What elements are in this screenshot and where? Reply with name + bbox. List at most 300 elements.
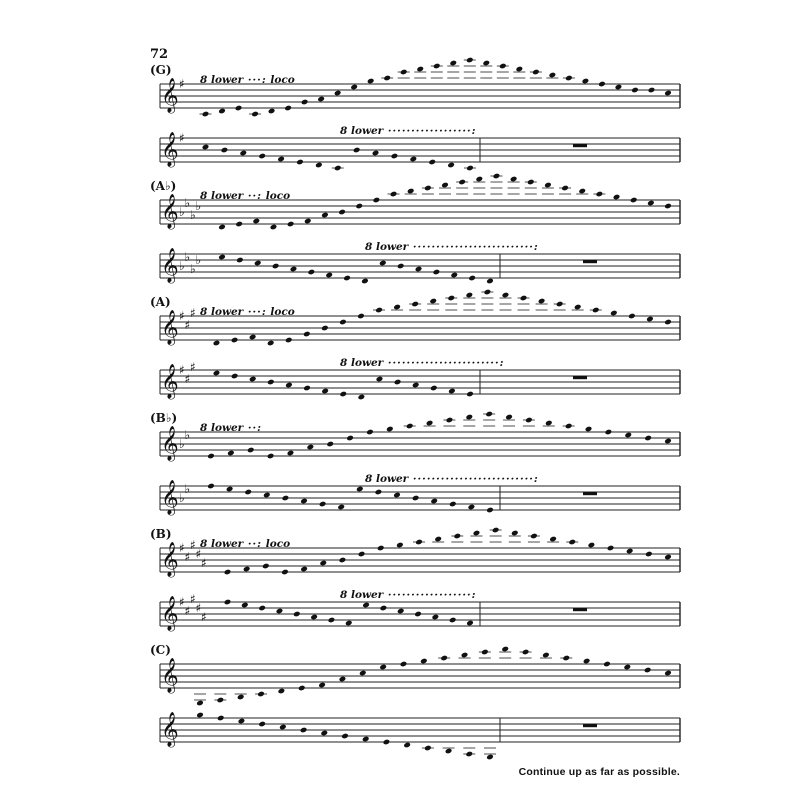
- treble-clef-icon: 𝄞: [161, 542, 179, 577]
- whole-rest-icon: [583, 492, 597, 495]
- note-head: [278, 688, 286, 695]
- note-head: [476, 176, 484, 183]
- staff-descending: [160, 712, 680, 761]
- staff-descending: [160, 480, 680, 516]
- note-head: [375, 307, 383, 314]
- note-head: [499, 63, 507, 70]
- note-head: [285, 382, 293, 389]
- note-head: [281, 569, 289, 576]
- octave-text: 8 lower: [340, 125, 384, 137]
- note-head: [334, 90, 342, 97]
- note-head: [449, 60, 457, 67]
- note-head: [262, 563, 270, 570]
- note-head: [241, 602, 249, 609]
- note-head: [343, 275, 351, 282]
- note-head: [492, 527, 500, 534]
- flat-icon: ♭: [195, 253, 202, 267]
- staff-ascending: [160, 527, 680, 578]
- note-head: [461, 652, 469, 659]
- note-head: [391, 153, 399, 160]
- treble-clef-icon: 𝄞: [161, 310, 179, 345]
- staff-ascending: [160, 646, 680, 707]
- octave-dots: ··························:: [408, 473, 539, 485]
- note-head: [217, 715, 225, 722]
- note-head: [468, 275, 476, 282]
- note-head: [303, 331, 311, 338]
- note-head: [412, 495, 420, 502]
- treble-clef-icon: 𝄞: [161, 78, 179, 113]
- note-head: [227, 450, 235, 457]
- octave-dots: ························:: [383, 357, 505, 369]
- note-head: [406, 423, 414, 430]
- note-head: [486, 278, 494, 285]
- flat-icon: ♭: [195, 199, 202, 213]
- note-head: [268, 108, 276, 115]
- note-head: [664, 670, 672, 677]
- note-head: [565, 75, 573, 82]
- sharp-icon: ♯: [201, 556, 207, 570]
- note-head: [317, 96, 325, 103]
- sharp-icon: ♯: [190, 592, 196, 606]
- note-head: [235, 221, 243, 228]
- sharp-icon: ♯: [190, 360, 196, 374]
- note-head: [645, 551, 653, 558]
- sharp-icon: ♯: [184, 318, 191, 332]
- note-head: [267, 453, 275, 460]
- note-head: [433, 269, 441, 276]
- note-head: [231, 337, 239, 344]
- note-head: [383, 75, 391, 82]
- note-head: [293, 611, 301, 618]
- note-head: [249, 334, 257, 341]
- staff-descending: [160, 360, 680, 400]
- note-head: [236, 257, 244, 264]
- sharp-icon: ♯: [195, 601, 202, 615]
- note-head: [319, 501, 327, 508]
- note-head: [407, 188, 415, 195]
- note-head: [361, 278, 369, 285]
- note-head: [393, 304, 401, 311]
- note-head: [426, 420, 434, 427]
- note-head: [424, 185, 432, 192]
- note-head: [196, 712, 204, 719]
- note-head: [356, 486, 364, 493]
- page-number: 72: [150, 47, 169, 62]
- note-head: [410, 156, 418, 163]
- sharp-icon: ♯: [179, 363, 185, 377]
- note-head: [310, 614, 318, 621]
- note-head: [224, 569, 232, 576]
- note-head: [238, 718, 246, 725]
- note-head: [358, 551, 366, 558]
- octave-dots: ···:: [243, 306, 267, 318]
- whole-rest-icon: [583, 260, 597, 263]
- flat-icon: ♭: [179, 205, 185, 219]
- note-head: [664, 554, 672, 561]
- note-head: [258, 605, 266, 612]
- whole-rest-icon: [583, 724, 597, 727]
- sharp-icon: ♯: [190, 538, 196, 552]
- note-head: [218, 254, 226, 261]
- treble-clef-icon: 𝄞: [161, 364, 179, 399]
- octave-text: 8 lower: [365, 241, 409, 253]
- note-head: [466, 391, 474, 398]
- note-head: [257, 691, 265, 698]
- note-head: [362, 736, 370, 743]
- note-head: [583, 658, 591, 665]
- sharp-icon: ♯: [190, 306, 196, 320]
- note-head: [466, 414, 474, 421]
- sharp-icon: ♯: [184, 604, 191, 618]
- note-head: [253, 218, 261, 225]
- note-head: [207, 453, 215, 460]
- note-head: [574, 304, 582, 311]
- note-head: [400, 69, 408, 76]
- note-head: [403, 742, 411, 749]
- octave-text: 8 lower: [200, 306, 244, 318]
- note-head: [628, 313, 636, 320]
- note-head: [544, 182, 552, 189]
- octave-text: 8 lower: [200, 74, 244, 86]
- note-head: [258, 721, 266, 728]
- note-head: [355, 203, 363, 210]
- note-head: [440, 655, 448, 662]
- note-head: [631, 87, 639, 94]
- note-head: [420, 658, 428, 665]
- note-head: [231, 373, 239, 380]
- note-head: [484, 289, 492, 296]
- note-head: [304, 218, 312, 225]
- note-head: [267, 379, 275, 386]
- note-head: [522, 649, 530, 656]
- sharp-icon: ♯: [195, 547, 202, 561]
- note-head: [300, 727, 308, 734]
- note-head: [328, 617, 336, 624]
- note-head: [296, 159, 304, 166]
- treble-clef-icon: 𝄞: [161, 426, 179, 461]
- staff-ascending: [160, 289, 680, 347]
- note-head: [493, 173, 501, 180]
- note-head: [664, 319, 672, 326]
- note-head: [468, 504, 476, 511]
- note-head: [397, 263, 405, 270]
- note-head: [588, 542, 596, 549]
- sharp-icon: ♯: [179, 309, 185, 323]
- note-head: [249, 376, 257, 383]
- note-head: [424, 745, 432, 752]
- note-head: [353, 147, 361, 154]
- note-head: [346, 435, 354, 442]
- octave-dots: ···:: [243, 74, 267, 86]
- note-head: [254, 260, 262, 267]
- note-head: [383, 739, 391, 746]
- note-head: [213, 370, 221, 377]
- note-head: [217, 697, 225, 704]
- note-head: [561, 185, 569, 192]
- note-head: [607, 545, 615, 552]
- note-head: [218, 224, 226, 231]
- note-head: [372, 150, 380, 157]
- staff-descending: [160, 131, 680, 171]
- note-head: [357, 313, 365, 320]
- octave-text: 8 lower: [200, 422, 244, 434]
- note-head: [321, 325, 329, 332]
- octave-text: 8 lower: [200, 190, 244, 202]
- treble-clef-icon: 𝄞: [161, 132, 179, 167]
- note-head: [326, 441, 334, 448]
- note-head: [394, 379, 402, 386]
- note-head: [321, 388, 329, 395]
- treble-clef-icon: 𝄞: [161, 712, 179, 747]
- note-head: [450, 272, 458, 279]
- note-head: [244, 489, 252, 496]
- loco-text: loco: [266, 306, 295, 318]
- note-head: [447, 295, 455, 302]
- note-head: [412, 382, 420, 389]
- octave-text: 8 lower: [200, 538, 244, 550]
- note-head: [610, 310, 618, 317]
- note-head: [549, 536, 557, 543]
- note-head: [648, 87, 656, 94]
- flat-icon: ♭: [184, 482, 191, 496]
- treble-clef-icon: 𝄞: [161, 194, 179, 229]
- note-head: [282, 495, 290, 502]
- octave-text: 8 lower: [340, 589, 384, 601]
- staff-ascending: [160, 173, 680, 231]
- octave-dots: ··:: [243, 422, 263, 434]
- note-head: [473, 530, 481, 537]
- note-head: [400, 661, 408, 668]
- note-head: [411, 301, 419, 308]
- note-head: [624, 664, 632, 671]
- staff-descending: [160, 592, 680, 632]
- staff-descending: [160, 248, 680, 284]
- loco-text: loco: [262, 190, 291, 202]
- note-head: [272, 263, 280, 270]
- scale-key-label: (B): [150, 527, 172, 541]
- note-head: [307, 444, 315, 451]
- note-head: [415, 539, 423, 546]
- note-head: [339, 676, 347, 683]
- note-head: [318, 682, 326, 689]
- note-head: [647, 200, 655, 207]
- note-head: [530, 533, 538, 540]
- note-head: [386, 426, 394, 433]
- note-head: [276, 608, 284, 615]
- staff-ascending: [160, 57, 680, 118]
- note-head: [390, 191, 398, 198]
- note-head: [251, 111, 259, 118]
- note-head: [568, 539, 576, 546]
- whole-rest-icon: [573, 608, 587, 611]
- note-head: [466, 292, 474, 299]
- note-head: [582, 78, 590, 85]
- flat-icon: ♭: [190, 262, 196, 276]
- scale-key-label: (G): [150, 63, 172, 77]
- note-head: [532, 69, 540, 76]
- whole-rest-icon: [573, 144, 587, 147]
- note-head: [434, 536, 442, 543]
- note-head: [466, 165, 474, 172]
- note-head: [298, 685, 306, 692]
- note-head: [466, 620, 474, 627]
- note-head: [511, 530, 519, 537]
- note-head: [397, 608, 405, 615]
- scale-system: [160, 57, 680, 172]
- note-head: [207, 483, 215, 490]
- note-head: [338, 209, 346, 216]
- note-head: [615, 84, 623, 91]
- sharp-icon: ♯: [179, 595, 185, 609]
- note-head: [321, 212, 329, 219]
- treble-clef-icon: 𝄞: [161, 480, 179, 515]
- note-head: [379, 260, 387, 267]
- sharp-icon: ♯: [201, 610, 207, 624]
- note-head: [315, 162, 323, 169]
- sharp-icon: ♯: [179, 77, 185, 91]
- note-head: [213, 340, 221, 347]
- note-head: [516, 66, 524, 73]
- staff-ascending: [160, 411, 680, 462]
- note-head: [646, 316, 654, 323]
- note-head: [337, 504, 345, 511]
- note-head: [290, 266, 298, 273]
- note-head: [258, 153, 266, 160]
- note-head: [545, 420, 553, 427]
- note-head: [239, 150, 247, 157]
- note-head: [578, 188, 586, 195]
- note-head: [339, 557, 347, 564]
- note-head: [270, 224, 278, 231]
- flat-icon: ♭: [179, 491, 185, 505]
- note-head: [366, 429, 374, 436]
- scale-key-label: (B♭): [150, 411, 178, 425]
- note-head: [458, 179, 466, 186]
- note-head: [605, 429, 613, 436]
- note-head: [285, 337, 293, 344]
- note-head: [527, 179, 535, 186]
- note-head: [345, 620, 353, 627]
- note-head: [598, 81, 606, 88]
- note-head: [380, 605, 388, 612]
- note-head: [375, 489, 383, 496]
- octave-dots: ··························:: [408, 241, 539, 253]
- note-head: [414, 611, 422, 618]
- note-head: [447, 162, 455, 169]
- note-head: [287, 450, 295, 457]
- note-head: [585, 426, 593, 433]
- note-head: [510, 176, 518, 183]
- note-head: [235, 105, 243, 112]
- note-head: [481, 649, 489, 656]
- scale-key-label: (A♭): [150, 179, 177, 193]
- note-head: [466, 57, 474, 64]
- note-head: [379, 664, 387, 671]
- note-head: [626, 548, 634, 555]
- note-head: [350, 84, 358, 91]
- note-head: [428, 159, 436, 166]
- note-head: [613, 194, 621, 201]
- note-head: [359, 670, 367, 677]
- note-head: [644, 667, 652, 674]
- scale-system: [160, 527, 680, 632]
- note-head: [247, 447, 255, 454]
- flat-icon: ♭: [184, 250, 191, 264]
- note-head: [396, 542, 404, 549]
- note-head: [430, 385, 438, 392]
- note-head: [432, 614, 440, 621]
- note-head: [300, 498, 308, 505]
- sharp-icon: ♯: [184, 372, 191, 386]
- note-head: [377, 545, 385, 552]
- note-head: [267, 340, 275, 347]
- note-head: [520, 295, 528, 302]
- note-head: [319, 560, 327, 567]
- scale-system: [160, 173, 680, 285]
- note-head: [448, 388, 456, 395]
- note-head: [485, 411, 493, 418]
- scale-system: [160, 411, 680, 516]
- note-head: [433, 63, 441, 70]
- note-head: [202, 111, 210, 118]
- loco-text: loco: [262, 538, 291, 550]
- note-head: [300, 566, 308, 573]
- note-head: [562, 655, 570, 662]
- note-head: [430, 498, 438, 505]
- octave-text: 8 lower: [340, 357, 384, 369]
- note-head: [320, 730, 328, 737]
- note-head: [483, 60, 491, 67]
- note-head: [505, 414, 513, 421]
- note-head: [339, 391, 347, 398]
- note-head: [224, 599, 232, 606]
- note-head: [630, 197, 638, 204]
- treble-clef-icon: 𝄞: [161, 658, 179, 693]
- note-head: [525, 417, 533, 424]
- note-head: [196, 700, 204, 707]
- note-head: [263, 492, 271, 499]
- note-head: [664, 438, 672, 445]
- note-head: [279, 724, 287, 731]
- octave-dots: ··:: [243, 538, 263, 550]
- note-head: [644, 435, 652, 442]
- note-head: [624, 432, 632, 439]
- note-head: [277, 156, 285, 163]
- note-head: [449, 501, 457, 508]
- note-head: [218, 108, 226, 115]
- note-head: [441, 182, 449, 189]
- sharp-icon: ♯: [184, 550, 191, 564]
- note-head: [465, 751, 473, 758]
- note-head: [358, 394, 366, 401]
- note-head: [339, 319, 347, 326]
- note-head: [237, 694, 245, 701]
- note-head: [596, 191, 604, 198]
- scale-system: [160, 289, 680, 401]
- note-head: [376, 376, 384, 383]
- note-head: [416, 66, 424, 73]
- loco-text: loco: [266, 74, 295, 86]
- note-head: [445, 748, 453, 755]
- treble-clef-icon: 𝄞: [161, 248, 179, 283]
- note-head: [486, 507, 494, 514]
- note-head: [334, 165, 342, 172]
- note-head: [549, 72, 557, 79]
- note-head: [486, 754, 494, 761]
- note-head: [449, 617, 457, 624]
- flat-icon: ♭: [184, 196, 191, 210]
- note-head: [664, 90, 672, 97]
